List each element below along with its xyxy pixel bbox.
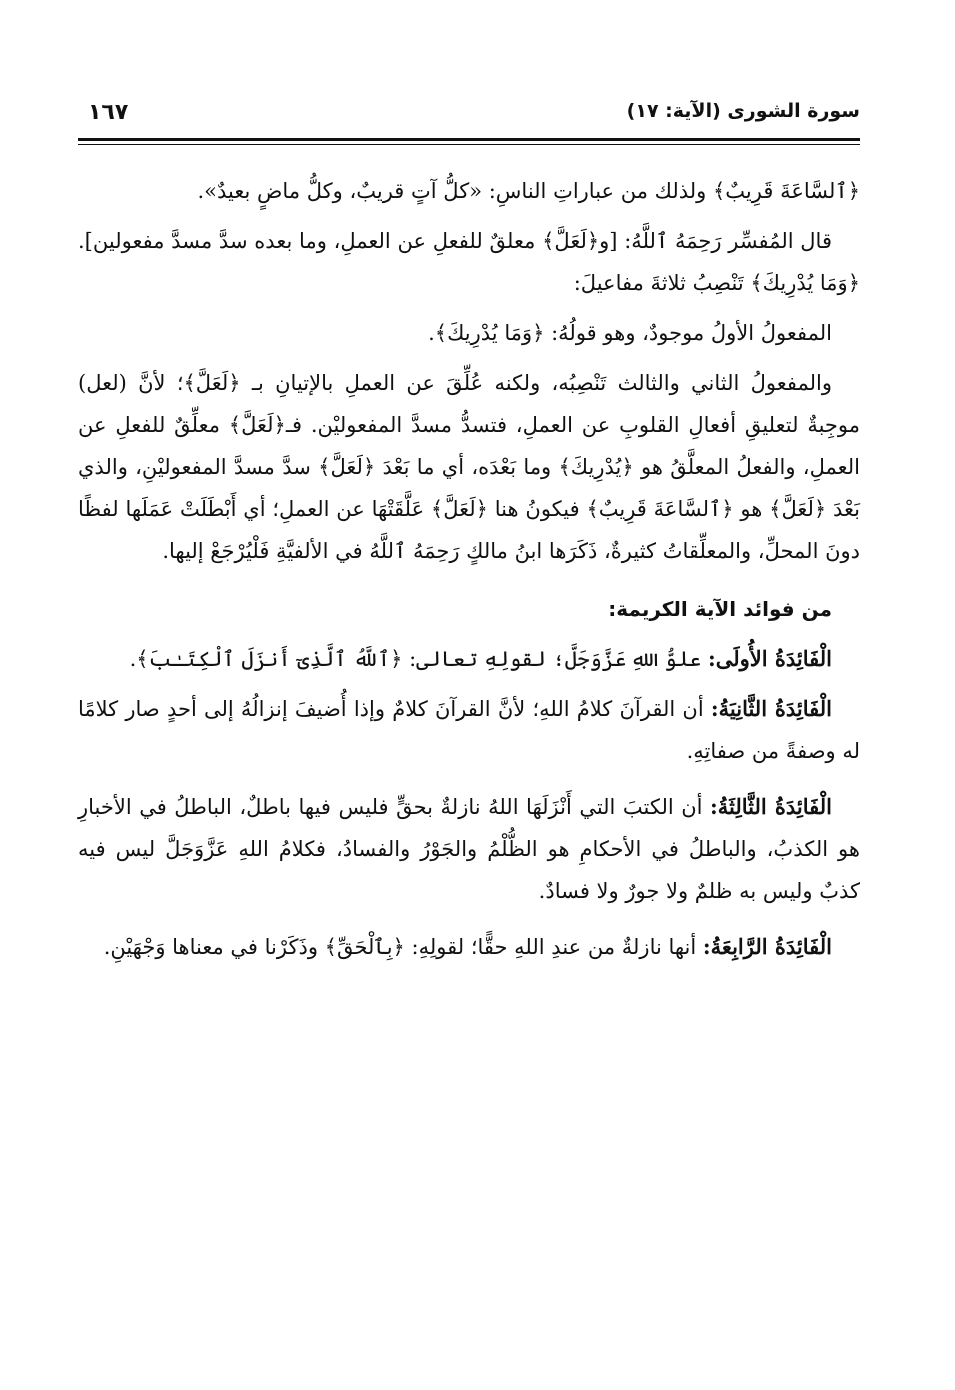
benefit-1-text: علوُّ اللهِ عَزَّوَجَلَّ؛ لقولِهِ تعالى: ﴿ٱللَّهُ ٱلَّذِىٓ أَنزَلَ ٱلْكِتَـٰبَ﴾. xyxy=(129,647,708,671)
benefit-2-text: أن القرآنَ كلامُ اللهِ؛ لأنَّ القرآنَ كلامٌ وإذا أُضيفَ إنزالُهُ إلى أحدٍ صار كلامًا له وصفةً من صفاتِهِ. xyxy=(78,697,860,763)
paragraph-1: ﴿ٱلسَّاعَةَ قَرِيبٌ﴾ ولذلك من عباراتِ الناسِ: «كلُّ آتٍ قريبٌ، وكلُّ ماضٍ بعيدٌ». xyxy=(197,179,860,203)
benefit-4-lead: الْفَائِدَةُ الرَّابِعَةُ: xyxy=(702,934,832,959)
benefit-2-lead: الْفَائِدَةُ الثَّانِيَةُ: xyxy=(710,696,832,721)
page-header xyxy=(78,88,860,132)
header-rule-thick xyxy=(78,138,860,141)
section-heading: من فوائد الآية الكريمة: xyxy=(608,597,832,621)
benefit-3-text: أن الكتبَ التي أَنْزَلَهَا اللهُ نازلةٌ بحقٍّ فليس فيها باطلٌ، الباطلُ في الأخبارِ هو الكذبُ، والباطلُ في الأحكامِ هو الظُّلْمُ والجَوْرُ والفسادُ، فكلامُ اللهِ عَزَّوَجَلَّ ليس فيه كذبٌ وليس به ظلمٌ ولا جورٌ ولا فسادٌ. xyxy=(78,795,860,903)
page-body xyxy=(78,170,860,968)
benefit-4-text: أنها نازلةٌ من عندِ اللهِ حقًّا؛ لقولِهِ: ﴿بِٱلْحَقِّ﴾ وذَكَرْنا في معناها وَجْهَيْنِ. xyxy=(103,935,703,959)
benefit-3 xyxy=(78,786,860,912)
benefit-3-lead: الْفَائِدَةُ الثَّالِثَةُ: xyxy=(710,794,832,819)
paragraph-2: قال المُفسِّر رَحِمَهُ ٱللَّهُ: [و﴿لَعَلَّ﴾ معلقٌ للفعلِ عن العملِ، وما بعده سدَّ مسدَّ مفعولين]. ﴿وَمَا يُدْرِيكَ﴾ تَنْصِبُ ثلاثةَ مفاعيلَ: xyxy=(78,229,860,295)
benefit-1 xyxy=(78,638,860,680)
page-number: ١٦٧ xyxy=(88,100,129,125)
benefit-4 xyxy=(78,926,860,968)
paragraph-3: المفعولُ الأولُ موجودٌ، وهو قولُهُ: ﴿وَمَا يُدْرِيكَ﴾. xyxy=(428,321,832,345)
header-rule-thin xyxy=(78,144,860,145)
benefit-1-lead: الْفَائِدَةُ الأُولَى: xyxy=(707,646,832,671)
benefit-2 xyxy=(78,688,860,772)
running-header-title: سورة الشورى (الآية: ١٧) xyxy=(626,100,860,122)
paragraph-4: والمفعولُ الثاني والثالث تَنْصِبُه، ولكنه عُلِّقَ عن العملِ بالإتيانِ بـ ﴿لَعَلَّ﴾؛ لأنَّ (لعل) موجِبةٌ لتعليقِ أفعالِ القلوبِ عن العملِ، فتسدُّ مسدَّ المفعوليْن. فـ﴿لَعَلَّ﴾ معلِّقٌ للفعلِ عن العملِ، والفعلُ المعلَّقُ هو ﴿يُدْرِيكَ﴾ وما بَعْدَه، أي ما بَعْدَ ﴿لَعَلَّ﴾ سدَّ مسدَّ المفعوليْنِ، والذي بَعْدَ ﴿لَعَلَّ﴾ هو ﴿ٱلسَّاعَةَ قَرِيبٌ﴾ فيكونُ هنا ﴿لَعَلَّ﴾ عَلَّقَتْهَا عن العملِ؛ أي أَبْطَلَتْ عَمَلَها لفظًا دونَ المحلِّ، والمعلِّقاتُ كثيرةٌ، ذَكَرَها ابنُ مالكٍ رَحِمَهُ ٱللَّهُ في الألفيَّةِ فَلْيُرْجَعْ إليها. xyxy=(78,371,860,563)
